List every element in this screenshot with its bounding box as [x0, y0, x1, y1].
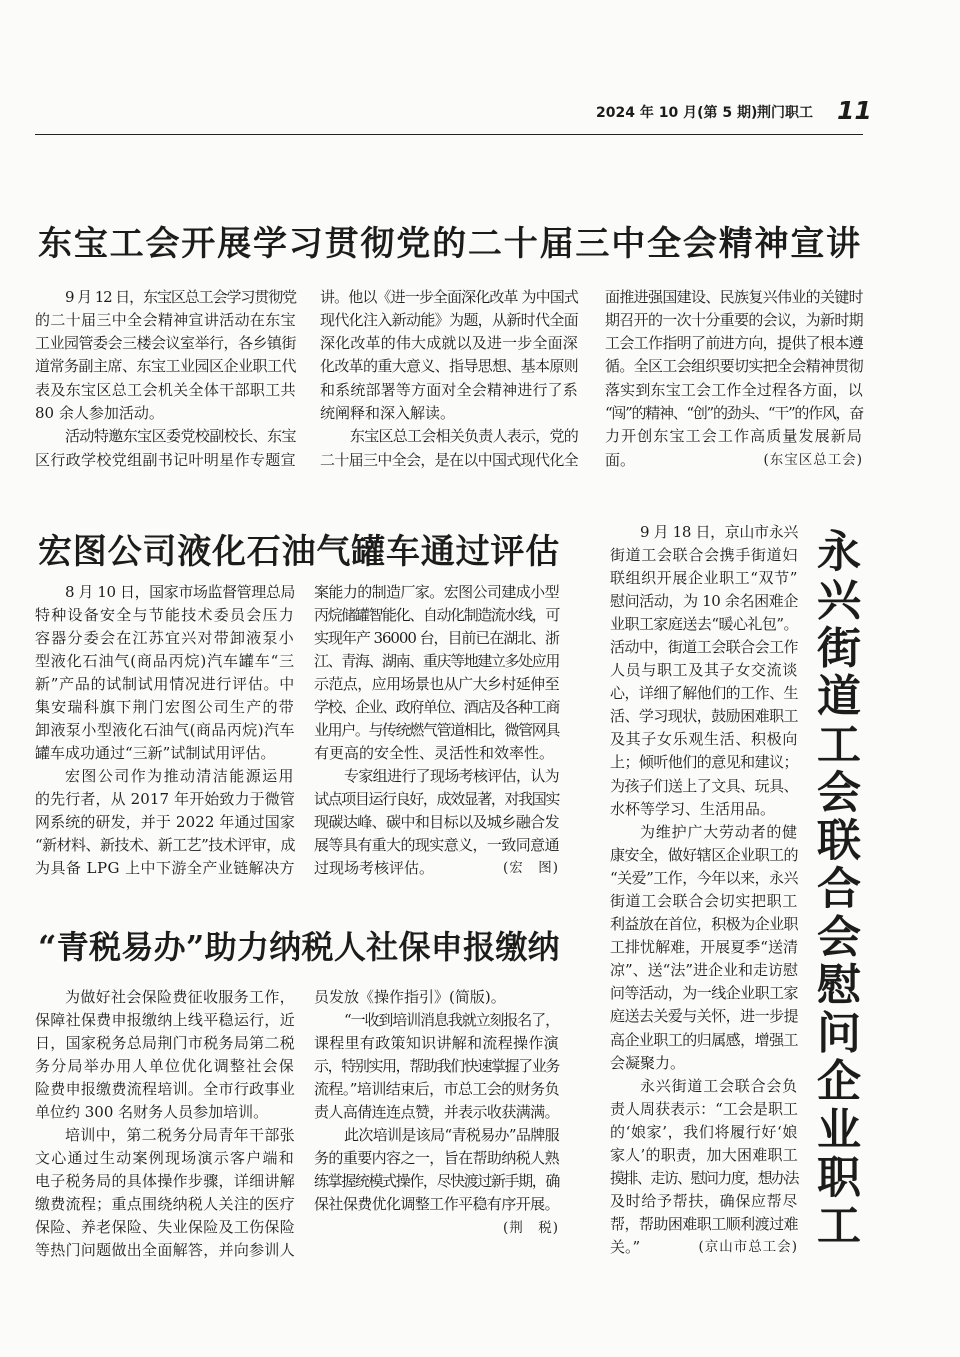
article-4-text-line: “关爱”工作，今年以来，永兴 — [610, 868, 798, 887]
article-2-text-line: 业用户。与传统燃气管道相比，微管网具 — [314, 720, 559, 739]
article-4-text-line: 联组织开展企业职工“双节” — [610, 568, 798, 587]
article-2-text-line: 展等具有重大的现实意义，一致同意通 — [314, 835, 559, 854]
article-3-text-line: 单位约 300 名财务人员参加培训。 — [35, 1102, 269, 1121]
article-1-text-line: 的二十届三中全会精神宣讲活动在东宝 — [35, 310, 296, 329]
article-4-text-line: 会凝聚力。 — [610, 1053, 686, 1072]
article-4-text-line: 责人周获表示：“工会是职工 — [610, 1099, 798, 1118]
article-1-text-line: 和系统部署等方面对全会精神进行了系 — [320, 380, 578, 399]
article-1-text-line: 二十届三中全会，是在以中国式现代化全 — [320, 450, 578, 469]
article-4-last-line — [610, 1236, 798, 1259]
article-4-text-line: 9 月 18 日，京山市永兴 — [640, 522, 798, 541]
article-1-text-line: 表及东宝区总工会机关全体干部职工共 — [35, 380, 296, 399]
article-3-text-line: 务的重要内容之一，旨在帮助纳税人熟 — [314, 1148, 559, 1167]
article-2-text-line: 江、青海、湖南、重庆等地建立多处应用 — [314, 651, 559, 670]
article-4-text-line: 家人’的职责，加大困难职工 — [610, 1146, 798, 1165]
article-2-text-line: 型液化石油气(商品丙烷)汽车罐车“三 — [35, 651, 295, 670]
article-3-column-1 — [35, 986, 295, 1262]
article-2-text-line: 学校、企业、政府单位、酒店及各种工商 — [314, 697, 559, 716]
article-3-text-line: 电子税务局的具体操作步骤，详细讲解 — [35, 1171, 295, 1190]
article-2-text-line: 特种设备安全与节能技术委员会压力 — [35, 605, 295, 624]
article-4-text-line: 问等活动，为一线企业职工家 — [610, 984, 798, 1003]
article-1-text-line: 面推进强国建设、民族复兴伟业的关键时 — [605, 287, 863, 306]
article-2-text-line: 罐车成功通过“三新”试制试用评估。 — [35, 743, 276, 762]
article-3-text-line: 务分局举办用人单位优化调整社会保 — [35, 1056, 295, 1075]
header-rule — [35, 134, 863, 135]
article-3-text-line: 日，国家税务总局荆门市税务局第二税 — [35, 1033, 295, 1052]
article-4-text-line: 街道工会联合会携手街道妇 — [610, 545, 798, 564]
article-4-column — [610, 521, 798, 1260]
article-1-text-line: “闯”的精神、“创”的劲头、“干”的作风，奋 — [605, 403, 863, 422]
article-1-text-line: 工会工作指明了前进方向，提供了根本遵 — [605, 334, 863, 353]
article-3-text-line: 此次培训是该局“青税易办”品牌服 — [344, 1125, 559, 1144]
publication-name: 荆门职工 — [757, 105, 813, 121]
article-3-text-line: 流程。”培训结束后，市总工会的财务负 — [314, 1079, 559, 1098]
article-3-credit: (荆 税) — [502, 1219, 559, 1236]
article-3-column-2 — [314, 986, 559, 1239]
article-4-text-line: 人员与职工及其子女交流谈 — [610, 661, 798, 680]
article-2-column-2 — [314, 581, 559, 880]
article-3-text-line: 为做好社会保险费征收服务工作， — [65, 987, 295, 1006]
article-1-text-line: 东宝区总工会相关负责人表示，党的 — [350, 427, 578, 446]
article-1-text-line: 80 余人参加活动。 — [35, 403, 164, 422]
article-4-text-line: 高企业职工的归属感，增强工 — [610, 1030, 798, 1049]
article-4-text-line: 水杯等学习、生活用品。 — [610, 799, 776, 818]
article-1-title: 东宝工会开展学习贯彻党的二十届三中全会精神宣讲 — [38, 224, 862, 264]
article-1-column-3 — [605, 286, 863, 472]
article-1-last-line — [605, 449, 863, 472]
article-3-text-line: 险费申报缴费流程培训。全市行政事业 — [35, 1079, 295, 1098]
article-2-text-line: 实现年产 36000 台，目前已在湖北、浙 — [314, 628, 559, 647]
article-2-text-line: 容器分委会在江苏宜兴对带卸液泵小 — [35, 628, 295, 647]
article-4-text-line: 的‘娘家’，我们将履行好‘娘 — [610, 1122, 798, 1141]
article-4-text-line: 利益放在首位，积极为企业职 — [610, 915, 798, 934]
article-4-text-line: 关。” — [610, 1238, 641, 1257]
article-4-text-line: 永兴街道工会联合会负 — [640, 1076, 798, 1095]
article-1-text-line: 统阐释和深入解读。 — [320, 403, 456, 422]
article-1-text-line: 力开创东宝工会工作高质量发展新局 — [605, 427, 863, 446]
article-2-text-line: 8 月 10 日，国家市场监督管理总局 — [65, 582, 295, 601]
article-4-vertical-title: 永兴街道工会联合会慰问企业职工 — [809, 528, 860, 1250]
article-3-text-line: 保障社保费申报缴纳上线平稳运行，近 — [35, 1010, 295, 1029]
article-2-text-line: “新材料、新技术、新工艺”技术评审，成 — [35, 835, 295, 854]
article-3-text-line: 文心通过生动案例现场演示客户端和 — [35, 1148, 295, 1167]
article-1-text-line: 活动特邀东宝区委党校副校长、东宝 — [65, 427, 296, 446]
article-2-text-line: 网系统的研发，并于 2022 年通过国家 — [35, 812, 295, 831]
article-4-text-line: 心，详细了解他们的工作、生 — [610, 684, 798, 703]
article-2-credit: (宏 图) — [502, 859, 559, 876]
article-1-text-line: 工业园管委会三楼会议室举行，各乡镇街 — [35, 334, 296, 353]
article-2-text-line: 新”产品的试制试用情况进行评估。中 — [35, 674, 295, 693]
article-3-text-line: 责人高倩连连点赞，并表示收获满满。 — [314, 1102, 559, 1121]
article-1-text-line: 循。全区工会组织要切实把全会精神贯彻 — [605, 357, 863, 376]
article-1-text-line: 面。 — [605, 450, 636, 469]
article-3-text-line: “一收到培训消息我就立刻报名了， — [344, 1010, 559, 1029]
article-1-text-line: 讲。他以《进一步全面深化改革 为中国式 — [320, 287, 578, 306]
article-1-text-line: 落实到东宝工会工作全过程各方面，以 — [605, 380, 863, 399]
article-1-text-line: 深化改革的伟大成就以及进一步全面深 — [320, 334, 578, 353]
article-2-text-line: 丙烷储罐智能化、自动化制造流水线，可 — [314, 605, 559, 624]
article-4-text-line: 慰问活动，为 10 余名困难企 — [610, 591, 798, 610]
article-4-text-line: 业职工家庭送去“暖心礼包”。 — [610, 614, 798, 633]
article-3-text-line: 保社保费优化调整工作平稳有序开展。 — [314, 1194, 559, 1213]
article-1-text-line: 期召开的一次十分重要的会议，为新时期 — [605, 310, 863, 329]
article-2-last-line — [314, 857, 559, 880]
article-3-text-line: 缴费流程；重点围绕纳税人关注的医疗 — [35, 1194, 295, 1213]
article-2-text-line: 有更高的安全性、灵活性和效率性。 — [314, 743, 555, 762]
article-1-text-line: 9 月 12 日，东宝区总工会学习贯彻党 — [65, 287, 296, 306]
article-3-credit-line — [314, 1216, 559, 1239]
article-1-text-line: 道常务副主席、东宝工业园区企业职工代 — [35, 357, 296, 376]
article-3-text-line: 保险、养老保险、失业保险及工伤保险 — [35, 1217, 295, 1236]
article-3-text-line: 员发放《操作指引》(简版)。 — [314, 987, 506, 1006]
issue-date: 2024 年 10 月(第 5 期) — [596, 105, 758, 121]
article-2-title: 宏图公司液化石油气罐车通过评估 — [38, 532, 560, 572]
article-4-text-line: 为维护广大劳动者的健 — [640, 822, 798, 841]
article-1-column-1 — [35, 286, 296, 472]
article-3-title: “青税易办”助力纳税人社保申报缴纳 — [38, 928, 560, 966]
article-2-text-line: 现碳达峰、碳中和目标以及城乡融合发 — [314, 812, 559, 831]
page-number: 11 — [837, 96, 872, 125]
article-4-text-line: 活、学习现状，鼓励困难职工 — [610, 707, 798, 726]
article-4-credit: (京山市总工会) — [698, 1239, 798, 1256]
article-3-text-line: 示，特别实用，帮助我们快速掌握了业务 — [314, 1056, 559, 1075]
article-2-text-line: 过现场考核评估。 — [314, 858, 435, 877]
article-1-text-line: 现代化注入新动能》为题，从新时代全面 — [320, 310, 578, 329]
article-2-text-line: 卸液泵小型液化石油气(商品丙烷)汽车 — [35, 720, 295, 739]
article-3-text-line: 等热门问题做出全面解答，并向参训人 — [35, 1240, 295, 1259]
article-4-text-line: 工排忧解难，开展夏季“送清 — [610, 938, 798, 957]
article-1-text-line: 化改革的重大意义、指导思想、基本原则 — [320, 357, 578, 376]
article-2-text-line: 试点项目运行良好，成效显著，对我国实 — [314, 789, 559, 808]
article-1-text-line: 区行政学校党组副书记叶明星作专题宣 — [35, 450, 296, 469]
article-1-column-2 — [320, 286, 578, 472]
article-2-text-line: 的先行者，从 2017 年开始致力于微管 — [35, 789, 295, 808]
article-2-text-line: 宏图公司作为推动清洁能源运用 — [65, 766, 295, 785]
article-2-text-line: 为具备 LPG 上中下游全产业链解决方 — [35, 858, 295, 877]
article-2-text-line: 案能力的制造厂家。宏图公司建成小型 — [314, 582, 559, 601]
article-2-column-1 — [35, 581, 295, 880]
article-3-text-line: 培训中，第二税务分局青年干部张 — [65, 1125, 295, 1144]
article-4-text-line: 及时给予帮扶，确保应帮尽 — [610, 1192, 798, 1211]
article-4-text-line: 街道工会联合会切实把职工 — [610, 892, 798, 910]
article-4-text-line: 上；倾听他们的意见和建议； — [610, 753, 798, 772]
article-1-credit: (东宝区总工会) — [763, 451, 863, 468]
article-4-text-line: 凉”、送“法”进企业和走访慰 — [610, 961, 798, 980]
article-2-text-line: 集安瑞科旗下荆门宏图公司生产的带 — [35, 697, 295, 716]
article-4-text-line: 摸排、走访、慰问力度，想办法 — [610, 1169, 798, 1188]
article-2-text-line: 专家组进行了现场考核评估，认为 — [344, 766, 559, 785]
article-4-text-line: 庭送去关爱与关怀，进一步提 — [610, 1007, 798, 1026]
article-4-text-line: 为孩子们送上了文具、玩具、 — [610, 776, 798, 795]
article-4-text-line: 康安全，做好辖区企业职工的 — [610, 845, 798, 864]
article-4-text-line: 帮，帮助困难职工顺利渡过难 — [610, 1215, 798, 1234]
article-4-text-line: 活动中，街道工会联合会工作 — [610, 637, 798, 656]
article-3-text-line: 课程里有政策知识讲解和流程操作演 — [314, 1033, 559, 1052]
article-4-text-line: 及其子女乐观生活、积极向 — [610, 730, 798, 749]
article-2-text-line: 示范点，应用场景也从广大乡村延伸至 — [314, 674, 559, 693]
article-3-text-line: 练掌握统模式操作，尽快渡过新手期，确 — [314, 1171, 559, 1190]
